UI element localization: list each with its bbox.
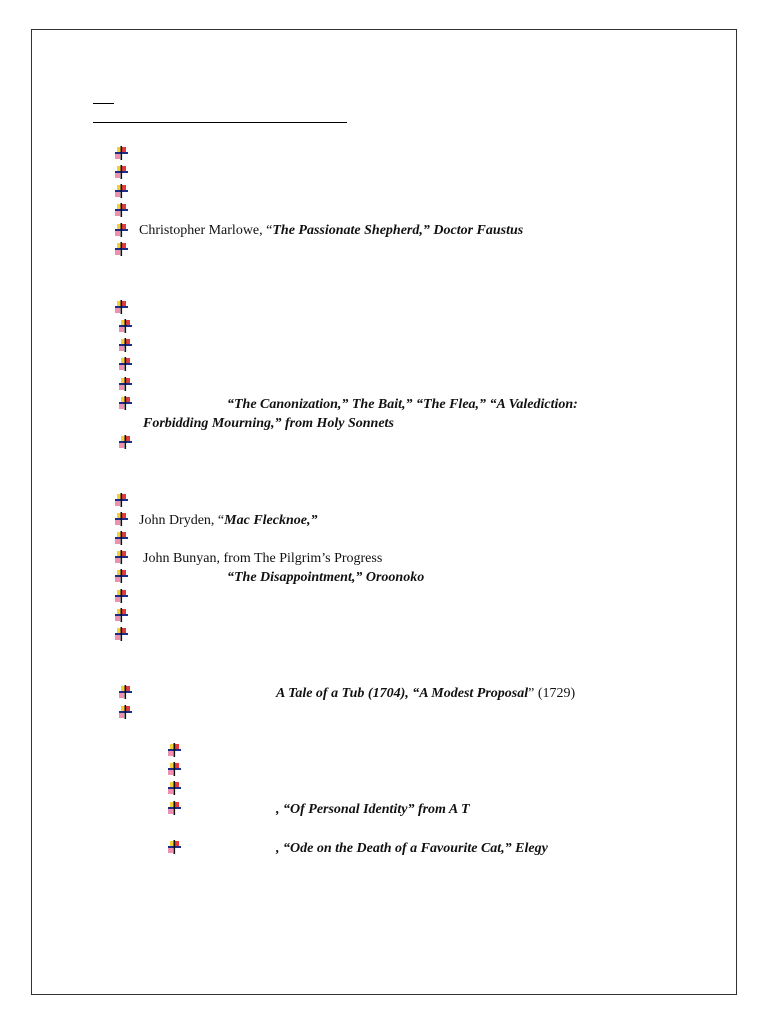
cross-bullet-icon (114, 145, 130, 161)
cross-bullet-icon (114, 164, 130, 180)
swift-works: A Tale of a Tub (1704), “A Modest Proposal (276, 686, 529, 701)
donne-works-line1: “The Canonization,” The Bait,” “The Flea,” “A Valediction: (227, 397, 578, 412)
swift-entry (276, 685, 575, 702)
title-underline-rule (93, 122, 347, 123)
cross-bullet-icon (118, 434, 134, 450)
cross-bullet-icon (114, 202, 130, 218)
cross-bullet-icon (114, 530, 130, 546)
cross-bullet-icon (118, 395, 134, 411)
cross-bullet-icon (167, 839, 183, 855)
gray-works: , “Ode on the Death of a Favourite Cat,” Elegy (276, 841, 548, 856)
cross-bullet-icon (167, 780, 183, 796)
behn-works: “The Disappointment,” Oroonoko (227, 570, 425, 585)
marlowe-entry (139, 222, 523, 239)
cross-bullet-icon (167, 800, 183, 816)
cross-bullet-icon (114, 222, 130, 238)
swift-suffix: ” (1729) (528, 686, 576, 701)
cross-bullet-icon (114, 588, 130, 604)
dryden-entry (139, 512, 317, 529)
dryden-author: John Dryden, “ (139, 513, 225, 528)
cross-bullet-icon (118, 356, 134, 372)
cross-bullet-icon (118, 704, 134, 720)
bunyan-entry: John Bunyan, from The Pilgrim’s Progress (143, 551, 383, 566)
cross-bullet-icon (114, 299, 130, 315)
title-short-rule (93, 103, 114, 104)
cross-bullet-icon (114, 511, 130, 527)
cross-bullet-icon (114, 626, 130, 642)
cross-bullet-icon (118, 684, 134, 700)
cross-bullet-icon (118, 318, 134, 334)
cross-bullet-icon (167, 761, 183, 777)
cross-bullet-icon (114, 549, 130, 565)
dryden-works: Mac Flecknoe,” (224, 513, 318, 528)
cross-bullet-icon (114, 183, 130, 199)
cross-bullet-icon (118, 376, 134, 392)
cross-bullet-icon (118, 337, 134, 353)
cross-bullet-icon (114, 568, 130, 584)
cross-bullet-icon (114, 492, 130, 508)
donne-works-line2: Forbidding Mourning,” from Holy Sonnets (143, 416, 394, 431)
locke-works: , “Of Personal Identity” from A T (276, 802, 470, 817)
marlowe-works: The Passionate Shepherd,” Doctor Faustus (272, 223, 524, 238)
cross-bullet-icon (114, 607, 130, 623)
cross-bullet-icon (114, 241, 130, 257)
cross-bullet-icon (167, 742, 183, 758)
marlowe-author: Christopher Marlowe, “ (139, 223, 273, 238)
